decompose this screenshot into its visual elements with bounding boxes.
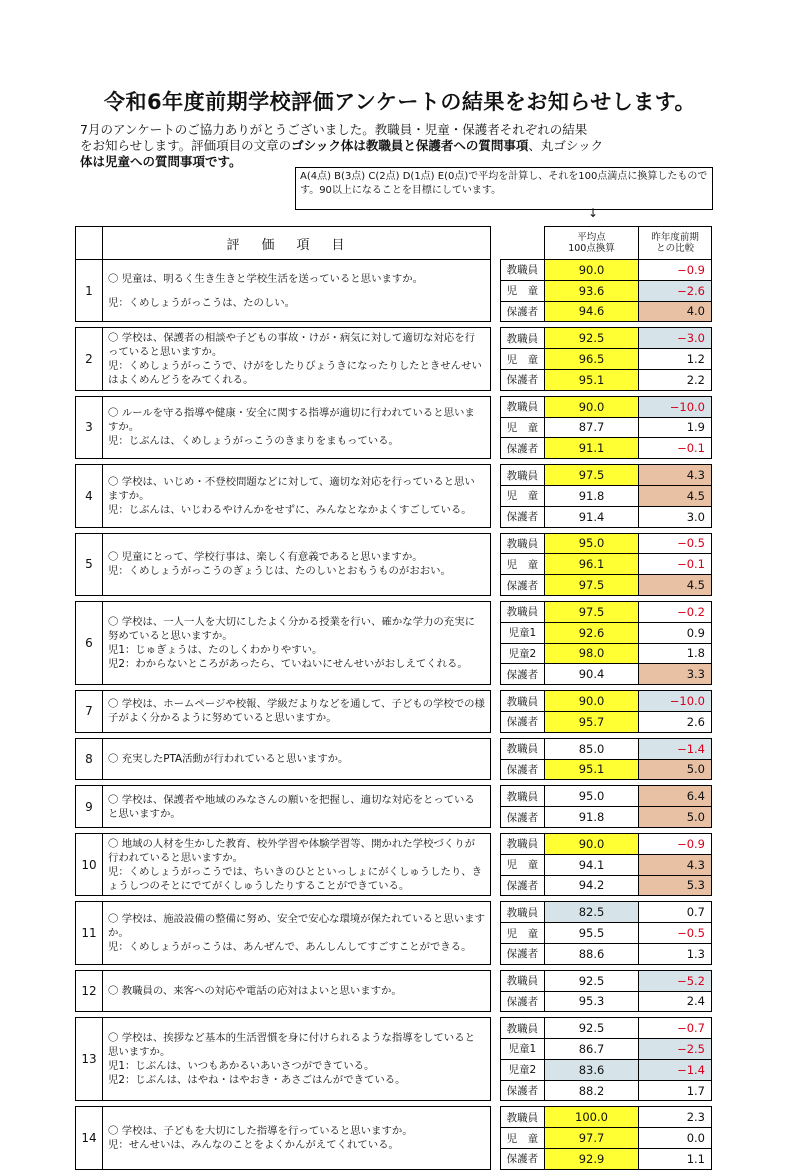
score-cell: 90.0 xyxy=(544,260,638,281)
score-cell: 95.5 xyxy=(544,923,638,944)
row-gap xyxy=(76,1169,491,1175)
score-cell: 95.3 xyxy=(544,991,638,1012)
score-cell: 91.8 xyxy=(544,485,638,506)
result-row xyxy=(501,328,712,349)
respondent-label: 教職員 xyxy=(501,260,545,281)
result-row xyxy=(501,349,712,370)
question-number: 6 xyxy=(76,601,103,684)
change-cell: −3.0 xyxy=(639,328,712,349)
result-row xyxy=(501,833,712,854)
question-line: 〇 充実したPTA活動が行われていると思いますか。 xyxy=(108,753,349,766)
question-line: 児1：じゅぎょうは、たのしくわかりやすい。 xyxy=(108,644,323,657)
score-cell: 92.5 xyxy=(544,970,638,991)
change-cell: 0.7 xyxy=(639,902,712,923)
change-cell: −5.2 xyxy=(639,970,712,991)
change-cell: 1.7 xyxy=(639,1080,712,1101)
score-cell: 95.1 xyxy=(544,369,638,390)
change-header-line1: 昨年度前期 xyxy=(651,232,699,243)
question-text xyxy=(103,328,491,390)
result-row xyxy=(501,417,712,438)
score-cell: 97.5 xyxy=(544,575,638,596)
question-row xyxy=(76,328,491,390)
score-cell: 95.7 xyxy=(544,711,638,732)
item-header: 評価項目 xyxy=(103,227,491,260)
question-text xyxy=(103,786,491,828)
question-line: 児：くめしょうがっこうでは、ちいきのひとといっしょにがくしゅうしたり、きょうしつのそとにでてがくしゅうしたりすることができている。 xyxy=(108,865,483,892)
intro-line-2 xyxy=(80,138,720,154)
respondent-label: 保護者 xyxy=(501,991,545,1012)
question-line: 〇 学校は、いじめ・不登校問題などに対して、適切な対応を行っていると思いますか。 xyxy=(108,475,475,502)
change-cell: 1.8 xyxy=(639,643,712,664)
result-row xyxy=(501,601,712,622)
change-cell: −0.5 xyxy=(639,923,712,944)
result-row xyxy=(501,691,712,712)
change-cell: 4.0 xyxy=(639,301,712,322)
question-line: 〇 学校は、保護者の相談や子どもの事故・けが・病気に対して適切な対応を行っていると思いますか。 xyxy=(108,332,475,359)
respondent-label: 児童1 xyxy=(501,1039,545,1060)
question-line: 〇 ルールを守る指導や健康・安全に関する指導が適切に行われていると思いますか。 xyxy=(108,407,475,434)
respondent-label: 保護者 xyxy=(501,575,545,596)
question-line: 児1：じぶんは、いつもあかるいあいさつができている。 xyxy=(108,1060,375,1073)
question-line: 〇 学校は、挨拶など基本的生活習慣を身に付けられるような指導をしていると思いますか。 xyxy=(108,1032,475,1059)
result-row xyxy=(501,902,712,923)
change-cell: 5.3 xyxy=(639,875,712,896)
question-row xyxy=(76,260,491,322)
respondent-label: 保護者 xyxy=(501,875,545,896)
intro-line-2a: をお知らせします。評価項目の文章の xyxy=(80,138,292,153)
change-header-line2: との比較 xyxy=(656,243,695,254)
result-row xyxy=(501,943,712,964)
result-row xyxy=(501,554,712,575)
respondent-label: 教職員 xyxy=(501,396,545,417)
respondent-label: 保護者 xyxy=(501,438,545,459)
question-line: 児2：わからないところがあったら、ていねいにせんせいがおしえてくれる。 xyxy=(108,658,468,671)
score-cell: 97.5 xyxy=(544,601,638,622)
change-cell: 2.6 xyxy=(639,711,712,732)
question-line: 児：くめしょうがっこうで、けがをしたりびょうきになったりしたときせんせいはよくめんどうをみてくれる。 xyxy=(108,360,482,387)
score-cell: 90.0 xyxy=(544,691,638,712)
result-row xyxy=(501,854,712,875)
respondent-label: 保護者 xyxy=(501,664,545,685)
result-table-header xyxy=(501,227,712,260)
score-cell: 92.9 xyxy=(544,1149,638,1170)
question-line: 〇 学校は、子どもを大切にした指導を行っていると思いますか。 xyxy=(108,1125,413,1138)
change-cell: 4.5 xyxy=(639,485,712,506)
question-number: 7 xyxy=(76,691,103,733)
score-cell: 95.1 xyxy=(544,759,638,780)
result-row xyxy=(501,396,712,417)
question-row xyxy=(76,1107,491,1169)
respondent-label: 教職員 xyxy=(501,902,545,923)
intro-line-3: 体は児童への質問事項です。 xyxy=(80,154,242,169)
score-cell: 92.5 xyxy=(544,1018,638,1039)
result-row xyxy=(501,575,712,596)
change-cell: 2.4 xyxy=(639,991,712,1012)
question-text xyxy=(103,833,491,895)
question-line: 〇 学校は、ホームページや校報、学級だよりなどを通して、子どもの学校での様子がよく分かるように努めていると思いますか。 xyxy=(108,698,485,725)
change-cell: 0.9 xyxy=(639,622,712,643)
change-cell: 5.0 xyxy=(639,807,712,828)
change-cell: −1.4 xyxy=(639,1059,712,1080)
change-cell: −10.0 xyxy=(639,396,712,417)
question-text xyxy=(103,601,491,684)
intro-line-2c: 、丸ゴシック xyxy=(528,138,604,153)
respondent-label: 保護者 xyxy=(501,301,545,322)
score-cell: 85.0 xyxy=(544,738,638,759)
respondent-label: 児 童 xyxy=(501,280,545,301)
score-cell: 97.5 xyxy=(544,465,638,486)
change-cell: −1.4 xyxy=(639,738,712,759)
score-cell: 90.4 xyxy=(544,664,638,685)
change-cell: −0.9 xyxy=(639,260,712,281)
change-cell: 2.3 xyxy=(639,1107,712,1128)
score-cell: 92.5 xyxy=(544,328,638,349)
score-header xyxy=(544,227,638,260)
question-line: 児2：じぶんは、はやね・はやおき・あさごはんができている。 xyxy=(108,1074,406,1087)
question-row xyxy=(76,396,491,458)
result-row xyxy=(501,1018,712,1039)
change-cell: −0.7 xyxy=(639,1018,712,1039)
respondent-label: 教職員 xyxy=(501,786,545,807)
result-row xyxy=(501,711,712,732)
question-text xyxy=(103,1018,491,1101)
change-cell: −0.2 xyxy=(639,601,712,622)
question-text xyxy=(103,738,491,780)
down-arrow-icon: ↓ xyxy=(588,206,599,220)
question-row xyxy=(76,1018,491,1101)
result-row xyxy=(501,664,712,685)
respondent-label: 児 童 xyxy=(501,923,545,944)
respondent-label: 保護者 xyxy=(501,759,545,780)
question-line: 児：じぶんは、くめしょうがっこうのきまりをまもっている。 xyxy=(108,435,399,448)
change-cell: 1.1 xyxy=(639,1149,712,1170)
score-cell: 96.5 xyxy=(544,349,638,370)
score-cell: 91.1 xyxy=(544,438,638,459)
respondent-label: 保護者 xyxy=(501,369,545,390)
score-header-line2: 100点換算 xyxy=(568,243,615,254)
respondent-label: 教職員 xyxy=(501,328,545,349)
question-line: 児：くめしょうがっこうのぎょうじは、たのしいとおもうものがおおい。 xyxy=(108,565,451,578)
score-cell: 83.6 xyxy=(544,1059,638,1080)
result-row xyxy=(501,759,712,780)
question-text xyxy=(103,396,491,458)
result-row xyxy=(501,485,712,506)
change-cell: 1.9 xyxy=(639,417,712,438)
respondent-label: 児童1 xyxy=(501,622,545,643)
score-cell: 90.0 xyxy=(544,396,638,417)
result-row xyxy=(501,1039,712,1060)
result-row xyxy=(501,923,712,944)
score-cell: 97.7 xyxy=(544,1128,638,1149)
question-line: 児：くめしょうがっこうは、あんぜんで、あんしんしてすごすことができる。 xyxy=(108,941,472,953)
question-line: 児：じぶんは、いじわるやけんかをせずに、みんなとなかよくすごしている。 xyxy=(108,503,472,516)
question-row xyxy=(76,902,491,964)
score-header-line1: 平均点 xyxy=(577,232,606,243)
change-header xyxy=(639,227,712,260)
respondent-label: 教職員 xyxy=(501,691,545,712)
result-row xyxy=(501,991,712,1012)
change-cell: −2.5 xyxy=(639,1039,712,1060)
question-number: 10 xyxy=(76,833,103,895)
result-table xyxy=(500,226,712,1175)
change-cell: 6.4 xyxy=(639,786,712,807)
change-cell: −0.9 xyxy=(639,833,712,854)
change-cell: −0.1 xyxy=(639,554,712,575)
change-cell: 2.2 xyxy=(639,369,712,390)
change-cell: −0.5 xyxy=(639,533,712,554)
score-cell: 92.6 xyxy=(544,622,638,643)
question-row xyxy=(76,738,491,780)
question-number: 3 xyxy=(76,396,103,458)
score-cell: 91.8 xyxy=(544,807,638,828)
result-row xyxy=(501,643,712,664)
question-number: 5 xyxy=(76,533,103,595)
question-row xyxy=(76,786,491,828)
score-cell: 91.4 xyxy=(544,506,638,527)
result-row xyxy=(501,533,712,554)
respondent-label: 保護者 xyxy=(501,1080,545,1101)
respondent-label: 児 童 xyxy=(501,485,545,506)
change-cell: 1.2 xyxy=(639,349,712,370)
respondent-label: 児 童 xyxy=(501,554,545,575)
respondent-label: 保護者 xyxy=(501,807,545,828)
number-header xyxy=(76,227,103,260)
respondent-label: 保護者 xyxy=(501,711,545,732)
result-row xyxy=(501,622,712,643)
question-row xyxy=(76,465,491,527)
question-text xyxy=(103,465,491,527)
score-cell: 94.1 xyxy=(544,854,638,875)
respondent-label: 教職員 xyxy=(501,970,545,991)
question-number: 11 xyxy=(76,902,103,964)
result-row xyxy=(501,260,712,281)
respondent-label: 教職員 xyxy=(501,465,545,486)
score-cell: 95.0 xyxy=(544,786,638,807)
score-cell: 95.0 xyxy=(544,533,638,554)
result-row xyxy=(501,786,712,807)
score-cell: 98.0 xyxy=(544,643,638,664)
respondent-label: 児 童 xyxy=(501,349,545,370)
question-line: 児：くめしょうがっこうは、たのしい。 xyxy=(108,296,296,309)
result-row xyxy=(501,970,712,991)
intro-line-1: 7月のアンケートのご協力ありがとうございました。教職員・児童・保護者それぞれの結果 xyxy=(80,122,588,137)
respondent-label: 児 童 xyxy=(501,1128,545,1149)
question-text xyxy=(103,970,491,1012)
score-cell: 82.5 xyxy=(544,902,638,923)
score-cell: 90.0 xyxy=(544,833,638,854)
respondent-label: 教職員 xyxy=(501,601,545,622)
respondent-label: 保護者 xyxy=(501,506,545,527)
change-cell: 4.3 xyxy=(639,465,712,486)
score-cell: 88.2 xyxy=(544,1080,638,1101)
respondent-label: 教職員 xyxy=(501,738,545,759)
row-gap xyxy=(501,1169,712,1175)
score-cell: 94.6 xyxy=(544,301,638,322)
change-cell: 1.3 xyxy=(639,943,712,964)
respondent-label: 教職員 xyxy=(501,1107,545,1128)
result-row xyxy=(501,301,712,322)
question-line: 〇 地域の人材を生かした教育、校外学習や体験学習等、開かれた学校づくりが行われていると思いますか。 xyxy=(108,837,475,864)
result-row xyxy=(501,280,712,301)
question-line: 児：せんせいは、みんなのことをよくかんがえてくれている。 xyxy=(108,1139,399,1152)
respondent-label: 保護者 xyxy=(501,943,545,964)
change-cell: 3.0 xyxy=(639,506,712,527)
question-row xyxy=(76,970,491,1012)
question-number: 12 xyxy=(76,970,103,1012)
question-table-header xyxy=(76,227,491,260)
result-row xyxy=(501,1149,712,1170)
question-row xyxy=(76,533,491,595)
question-number: 1 xyxy=(76,260,103,322)
result-row xyxy=(501,506,712,527)
question-number: 4 xyxy=(76,465,103,527)
question-number: 2 xyxy=(76,328,103,390)
respondent-label: 教職員 xyxy=(501,533,545,554)
result-row xyxy=(501,1059,712,1080)
score-cell: 93.6 xyxy=(544,280,638,301)
result-row xyxy=(501,1080,712,1101)
result-row xyxy=(501,738,712,759)
question-line: 〇 学校は、一人一人を大切にしたよく分かる授業を行い、確かな学力の充実に努めていると思いますか。 xyxy=(108,616,475,643)
change-cell: 3.3 xyxy=(639,664,712,685)
change-cell: −0.1 xyxy=(639,438,712,459)
score-cell: 94.2 xyxy=(544,875,638,896)
respondent-label: 児 童 xyxy=(501,854,545,875)
score-cell: 100.0 xyxy=(544,1107,638,1128)
question-row xyxy=(76,601,491,684)
result-row xyxy=(501,438,712,459)
question-line: 〇 児童にとって、学校行事は、楽しく有意義であると思いますか。 xyxy=(108,551,423,564)
result-row xyxy=(501,807,712,828)
page-title: 令和6年度前期学校評価アンケートの結果をお知らせします。 xyxy=(103,90,697,114)
question-text xyxy=(103,260,491,322)
question-table xyxy=(75,226,491,1175)
score-cell: 86.7 xyxy=(544,1039,638,1060)
question-row xyxy=(76,691,491,733)
question-number: 8 xyxy=(76,738,103,780)
label-header xyxy=(501,227,545,260)
question-row xyxy=(76,833,491,895)
change-cell: 0.0 xyxy=(639,1128,712,1149)
respondent-label: 児童2 xyxy=(501,643,545,664)
question-text xyxy=(103,533,491,595)
score-cell: 96.1 xyxy=(544,554,638,575)
scoring-note: A(4点) B(3点) C(2点) D(1点) E(0点)で平均を計算し、それを100点満点に換算したものです。90以上になることを目標にしています。 xyxy=(295,167,713,210)
result-row xyxy=(501,465,712,486)
question-line: 〇 教職員の、来客への対応や電話の応対はよいと思いますか。 xyxy=(108,985,402,997)
question-number: 14 xyxy=(76,1107,103,1169)
score-cell: 88.6 xyxy=(544,943,638,964)
change-cell: 4.3 xyxy=(639,854,712,875)
question-number: 9 xyxy=(76,786,103,828)
respondent-label: 教職員 xyxy=(501,833,545,854)
change-cell: 4.5 xyxy=(639,575,712,596)
change-cell: −2.6 xyxy=(639,280,712,301)
change-cell: 5.0 xyxy=(639,759,712,780)
result-row xyxy=(501,369,712,390)
change-cell: −10.0 xyxy=(639,691,712,712)
result-row xyxy=(501,875,712,896)
result-row xyxy=(501,1107,712,1128)
score-cell: 87.7 xyxy=(544,417,638,438)
question-text xyxy=(103,902,491,964)
question-text xyxy=(103,1107,491,1169)
question-number: 13 xyxy=(76,1018,103,1101)
question-text xyxy=(103,691,491,733)
question-line: 〇 児童は、明るく生き生きと学校生活を送っていると思いますか。 xyxy=(108,272,424,285)
respondent-label: 保護者 xyxy=(501,1149,545,1170)
intro-line-2b-bold: ゴシック体は教職員と保護者への質問事項 xyxy=(291,138,529,153)
question-line: 〇 学校は、施設設備の整備に努め、安全で安心な環境が保たれていると思いますか。 xyxy=(108,913,485,939)
question-line: 〇 学校は、保護者や地域のみなさんの願いを把握し、適切な対応をとっていると思いますか。 xyxy=(108,793,475,820)
intro-paragraph xyxy=(80,122,720,170)
respondent-label: 児童2 xyxy=(501,1059,545,1080)
respondent-label: 児 童 xyxy=(501,417,545,438)
respondent-label: 教職員 xyxy=(501,1018,545,1039)
